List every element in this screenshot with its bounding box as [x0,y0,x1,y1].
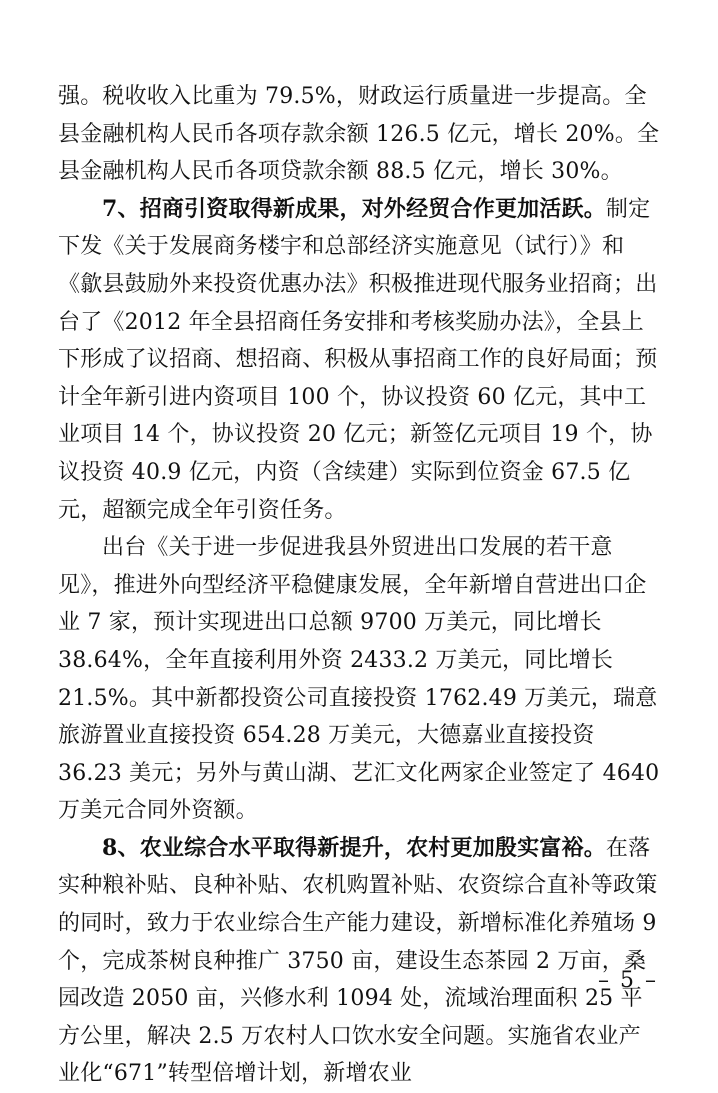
paragraph-text: 制定下发《关于发展商务楼宇和总部经济实施意见（试行）》和《歙县鼓励外来投资优惠办法》积极推进现代服务业招商；出台了《2012 年全县招商任务安排和考核奖励办法》，全县上下形成了议招商、想招商、积极从事招商工作的良好局面；预计全年新引进内资项目 100 个，协议投资 60 亿元，其中工业项目 14 个，协议投资 20 亿元；新签亿元项目 19 个，协议投资 40.9 亿元，内资（含续建）实际到位资金 67.5 亿元，超额完成全年引资任务。 [58,196,658,523]
paragraph-text: 出台《关于进一步促进我县外贸进出口发展的若干意见》，推进外向型经济平稳健康发展，全年新增自营进出口企业 7 家，预计实现进出口总额 9700 万美元，同比增长 38.64%，全年直接利用外资 2433.2 万美元，同比增长 21.5%。其中新都投资公司直接投资 1762.49 万美元，瑞意旅游置业直接投资 654.28 万美元，大德嘉业直接投资 36.23 美元；另外与黄山湖、艺汇文化两家企业签定了 4640 万美元合同外资额。 [58,535,660,824]
section-heading-investment: 7、招商引资取得新成果，对外经贸合作更加活跃。 [102,195,606,222]
page-number: – 5 – [598,968,658,993]
section-heading-agriculture: 8、农业综合水平取得新提升，农村更加殷实富裕。 [102,834,606,861]
paragraph-agriculture [58,830,662,1093]
paragraph-foreign-trade [58,529,662,830]
paragraph-text: 强。税收收入比重为 79.5%，财政运行质量进一步提高。全县金融机构人民币各项存款余额 126.5 亿元，增长 20%。全县金融机构人民币各项贷款余额 88.5 亿元，增长 30%。 [58,84,660,185]
paragraph-fiscal-finance [58,78,662,191]
paragraph-investment [58,191,662,529]
document-body [58,78,662,1093]
paragraph-text: 在落实种粮补贴、良种补贴、农机购置补贴、农资综合直补等政策的同时，致力于农业综合生产能力建设，新增标准化养殖场 9 个，完成茶树良种推广 3750 亩，建设生态茶园 2 万亩，桑园改造 2050 亩，兴修水利 1094 处，流域治理面积 25 平方公里，解决 2.5 万农村人口饮水安全问题。实施省农业产业化“671”转型倍增计划，新增农业 [58,835,658,1087]
